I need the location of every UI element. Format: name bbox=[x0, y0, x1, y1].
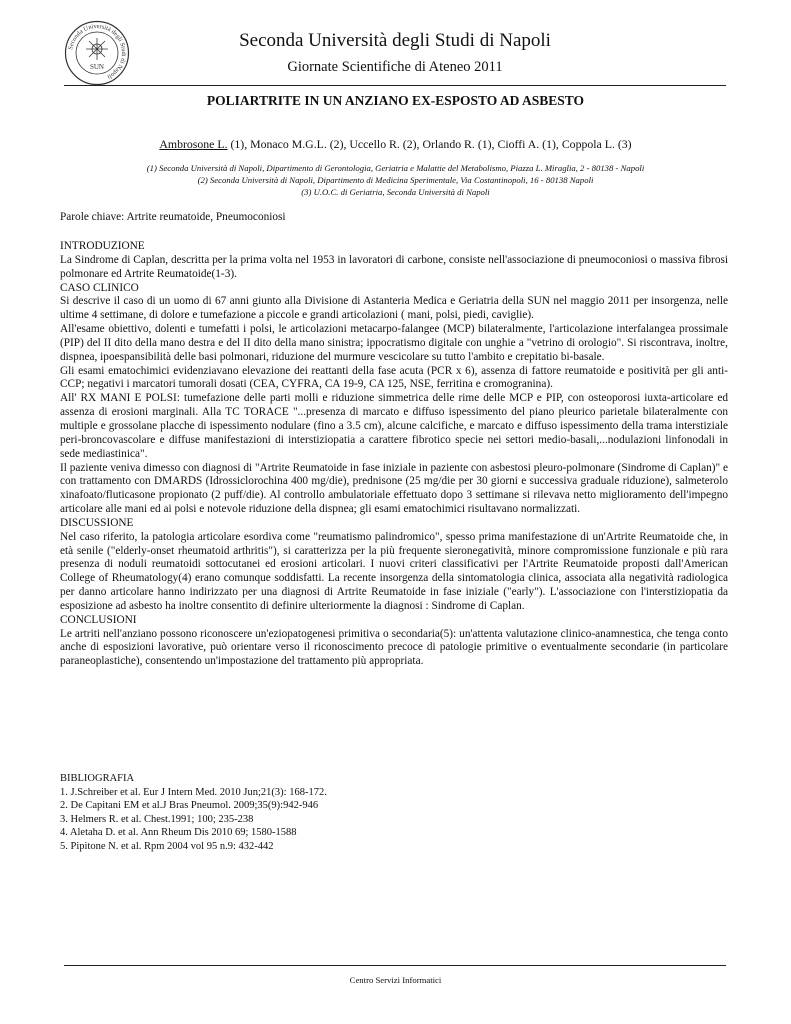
reference-item: 2. De Capitani EM et al.J Bras Pneumol. 2009;35(9):942-946 bbox=[60, 800, 319, 812]
paragraph: Le artriti nell'anziano possono riconoscere un'eziopatogenesi primitiva o secondaria(5): un'attenta valutazione clinico-anamnestica, che tenga conto anche di esposizioni lavorative, può orientare verso il riconoscimento precoce di patologie primitive o eventualmente secondarie (in particolare paraneoplastiche), consentendo un'impostazione del trattamento più appropriata. bbox=[60, 627, 728, 668]
reference-item: 1. J.Schreiber et al. Eur J Intern Med. 2010 Jun;21(3): 168-172. bbox=[60, 786, 327, 798]
other-authors: (1), Monaco M.G.L. (2), Uccello R. (2), Orlando R. (1), Cioffi A. (1), Coppola L. (3) bbox=[227, 137, 632, 151]
svg-text:SUN: SUN bbox=[89, 63, 105, 71]
keywords: Parole chiave: Artrite reumatoide, Pneumoconiosi bbox=[60, 211, 286, 223]
section-heading-introduzione: INTRODUZIONE bbox=[60, 240, 145, 252]
page-header bbox=[140, 30, 650, 76]
section-heading-conclusioni: CONCLUSIONI bbox=[60, 613, 137, 626]
reference-item: 5. Pipitone N. et al. Rpm 2004 vol 95 n.9: 432-442 bbox=[60, 840, 274, 852]
affiliation-line: (2) Seconda Università di Napoli, Dipartimento di Medicina Sperimentale, Via Costantinopoli, 16 - 80138 Napoli bbox=[197, 175, 594, 185]
footer-divider bbox=[64, 965, 726, 966]
affiliation-line: (1) Seconda Università di Napoli, Dipartimento di Gerontologia, Geriatria e Malattie del Metabolismo, Piazza L. Miraglia, 2 - 80138 - Napoli bbox=[146, 163, 645, 173]
body-text bbox=[60, 240, 728, 669]
affiliations bbox=[60, 162, 731, 198]
author-list bbox=[0, 137, 791, 152]
university-name: Seconda Università degli Studi di Napoli bbox=[239, 30, 551, 51]
paragraph: Si descrive il caso di un uomo di 67 anni giunto alla Divisione di Astanteria Medica e Geriatria della SUN nel maggio 2011 per insorgenza, nelle ultime 4 settimane, di dolore e tumefazione a piccole e grandi articolazioni ( mani, polsi, piedi, caviglie). bbox=[60, 295, 728, 322]
paper-title: POLIARTRITE IN UN ANZIANO EX-ESPOSTO AD ASBESTO bbox=[206, 93, 585, 108]
paragraph: La Sindrome di Caplan, descritta per la prima volta nel 1953 in lavoratori di carbone, consiste nell'associazione di pneumoconiosi o massiva fibrosi polmonare ed Artrite Reumatoide(1-3). bbox=[60, 253, 728, 280]
paragraph: All'esame obiettivo, dolenti e tumefatti i polsi, le articolazioni metacarpo-falangee (MCP) bilateralmente, l'articolazione interfalangea prossimale (PIP) del II dito della mano destra e del II dito della mano sinistra; ippocratismo digitale con unghie a "vetrino di orologio". Si riscontrava, inoltre, dispnea, ipoespansibilità delle basi polmonari, riduzione del murmure vescicolare su tutto l'ambito e crepitatio bi-basale. bbox=[60, 323, 728, 363]
event-name: Giornate Scientifiche di Ateneo 2011 bbox=[287, 59, 503, 75]
paragraph: Nel caso riferito, la patologia articolare esordiva come "reumatismo palindromico", spesso prima manifestazione di un'Artrite Reumatoide che, in età senile ("elderly-onset rheumatoid arthritis"), si caratterizza per la più frequente sieronegatività, minore compromissione funzionale e più rara presenza di noduli reumatoidi sottocutanei ed erosioni articolari. I nuovi criteri classificativi per l'Artrite Reumatoide proposti dall'American College of Rheumatology(4) erano comunque soddisfatti. La recente insorgenza della sintomatologia clinica, associata alla negatività radiologica per danno articolare hanno indirizzato per una diagnosi di Artrite Reumatoide in fase iniziale ("early"). L'associazione con l'interstiziopatia da esposizione ad asbesto ha inoltre consentito di definire ulteriormente la diagnosi : Sindrome di Caplan. bbox=[60, 530, 728, 612]
footer-text: Centro Servizi Informatici bbox=[349, 975, 442, 985]
bibliography-heading: BIBLIOGRAFIA bbox=[60, 773, 135, 784]
svg-text:Seconda Università degli Studi: Seconda Università degli Studi di Napoli bbox=[67, 22, 128, 81]
affiliation-line: (3) U.O.C. di Geriatria, Seconda Università di Napoli bbox=[301, 187, 490, 197]
section-heading-discussione: DISCUSSIONE bbox=[60, 516, 134, 529]
paragraph: All' RX MANI E POLSI: tumefazione delle parti molli e riduzione simmetrica delle rime delle MCP e PIP, con osteoporosi iuxta-articolare ed assenza di erosioni marginali. Alla TC TORACE "...presenza di marcato e diffuso ispessimento del piano pleurico parietale bilateralmente con multiple e grossolane placche di ispessimento nodulare (fino a 3.5 cm), alcune calcifiche, e marcato e diffuso ispessimento della trama interstiziale peri-broncovascolare e diffuse manifestazioni di interstiziopatia a carattere fibrotico specie nei settori medio-basali,...nodulazioni linfonodali in sede mediastinica". bbox=[60, 392, 728, 460]
reference-item: 3. Helmers R. et al. Chest.1991; 100; 235-238 bbox=[60, 813, 254, 825]
header-divider bbox=[64, 85, 726, 86]
section-heading-caso-clinico: CASO CLINICO bbox=[60, 281, 139, 294]
paragraph: Il paziente veniva dimesso con diagnosi di "Artrite Reumatoide in fase iniziale in paziente con asbestosi pleuro-polmonare (Sindrome di Caplan)" e con trattamento con DMARDS (Idrossiclorochina 400 mg/die), prednisone (25 mg/die per 30 giorni e successiva graduale riduzione), salmeterolo xinafoato/fluticasone propionato (2 puff/die). Al controllo ambulatoriale effettuato dopo 3 settimane si rilevava netto miglioramento dell'impegno articolare alle mani ed ai polsi e notevole riduzione della dispnea; gli esami ematochimici risultavano normalizzati. bbox=[60, 461, 728, 516]
reference-item: 4. Aletaha D. et al. Ann Rheum Dis 2010 69; 1580-1588 bbox=[60, 827, 297, 839]
first-author: Ambrosone L. bbox=[159, 137, 228, 151]
bibliography bbox=[60, 772, 327, 854]
paragraph: Gli esami ematochimici evidenziavano elevazione dei reattanti della fase acuta (PCR x 6), assenza di fattore reumatoide e positività per gli anti-CCP; negativi i marcatori tumorali dosati (CEA, CYFRA, CA 19-9, CA 125, NSE, ferritina e cromogranina). bbox=[60, 364, 728, 391]
university-seal-logo bbox=[64, 20, 130, 86]
